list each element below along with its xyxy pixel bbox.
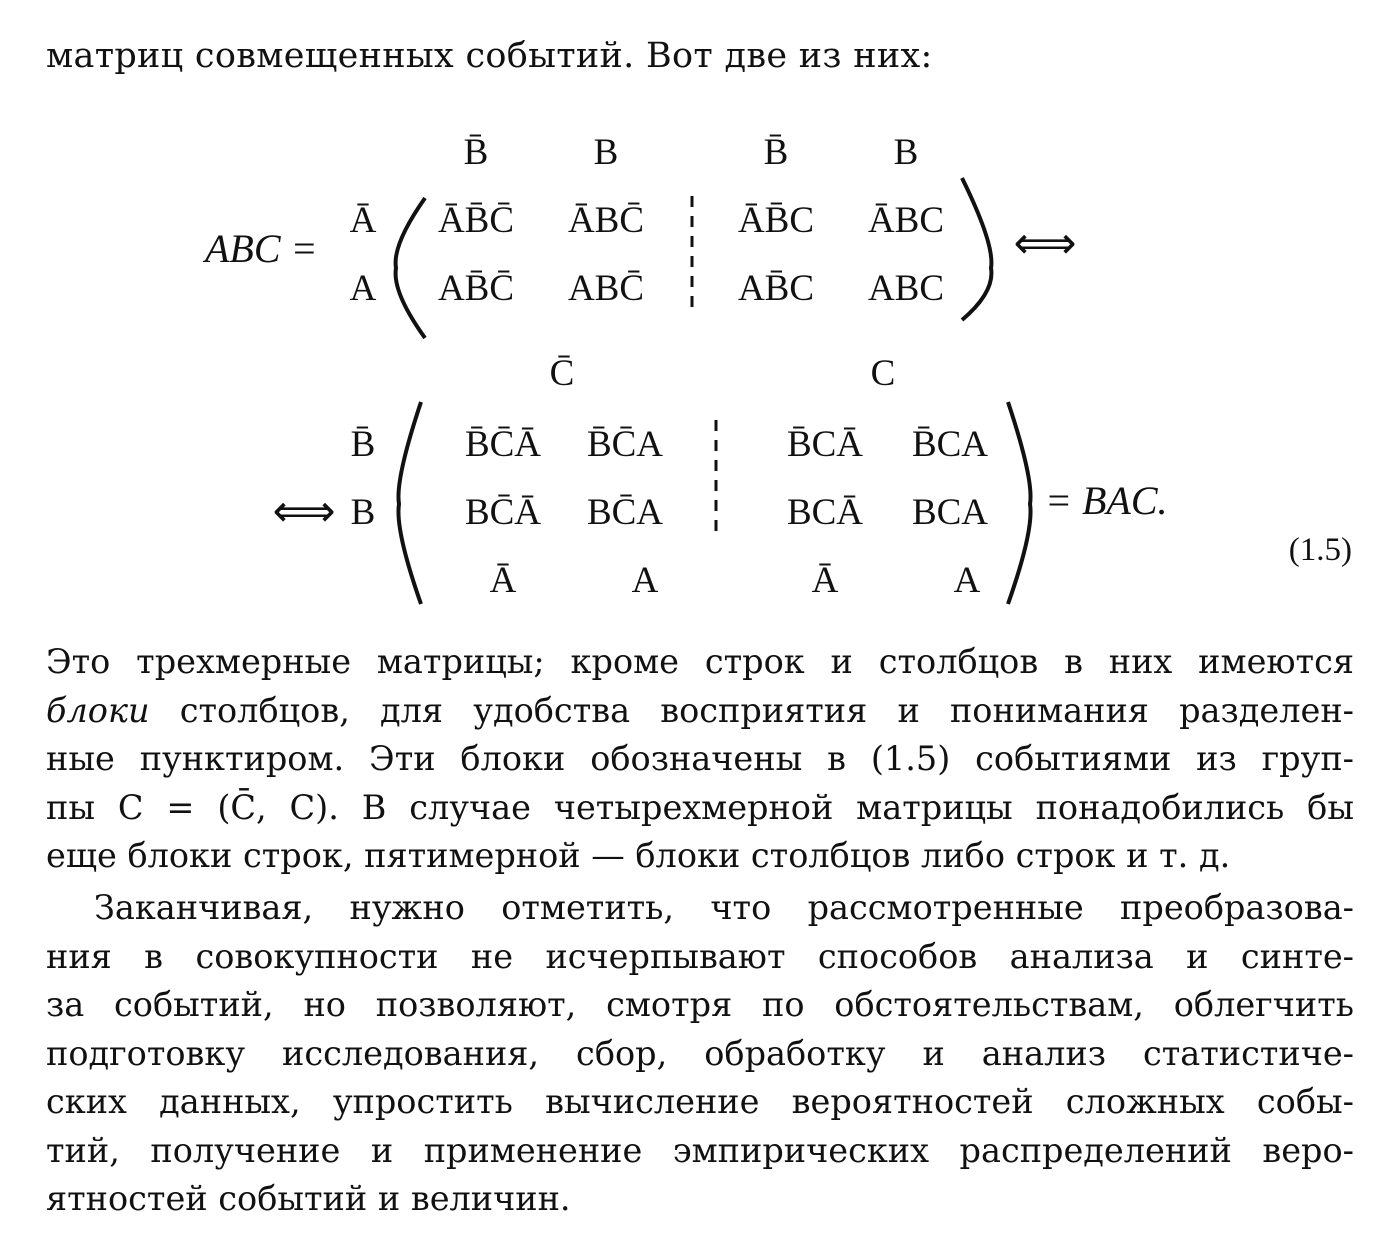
paragraph-line: за событий, но позволяют, смотря по обстоятельствам, облегчить (46, 985, 1354, 1024)
paragraph-line: Это трехмерные матрицы; кроме строк и столбцов в них имеются (46, 642, 1354, 681)
m1-right-paren (962, 178, 991, 320)
paragraph-line: пы C = (C̄, C). В случае четырехмерной матрицы понадобились бы (46, 787, 1354, 827)
m1-left-paren (396, 198, 425, 338)
m1-cell: ĀB̄C̄ (437, 200, 515, 241)
m2-cell: BCĀ (786, 492, 864, 533)
paragraph-line: блоки столбцов, для удобства восприятия и понимания разделен- (46, 690, 1354, 730)
paragraph-line: ских данных, упростить вычисление вероятностей сложных собы- (46, 1082, 1354, 1121)
m1-col-header: B (593, 132, 619, 173)
m1-col-header: B̄ (463, 132, 489, 173)
m1-col-header: B (893, 132, 919, 173)
m2-cell: BCA (911, 492, 989, 533)
m1-cell: ABC (867, 268, 945, 309)
matrix-bac (272, 353, 1352, 604)
emphasized-word: блоки (46, 690, 150, 730)
paragraph-1 (46, 638, 1354, 881)
m1-cell: AB̄C (737, 268, 815, 309)
paragraph-line: ные пунктиром. Эти блоки обозначены в (1.5) событиями из груп- (46, 739, 1354, 778)
paragraph-line: подготовку исследования, сбор, обработку и анализ статистиче- (46, 1033, 1354, 1073)
m2-bottom-label: A (953, 560, 981, 601)
lhs-abc: ABC = (205, 226, 318, 271)
paragraph-2 (46, 884, 1354, 1224)
m2-left-paren (398, 402, 421, 604)
m1-cell: AB̄C̄ (437, 268, 515, 309)
m1-row-label: Ā (349, 200, 377, 241)
m2-bottom-label: A (631, 560, 659, 601)
m1-col-header: B̄ (763, 132, 789, 173)
rhs-bac: = BAC. (1045, 478, 1168, 523)
paragraph-line: ятностей событий и величин. (46, 1179, 571, 1218)
m2-row-label: B (350, 492, 376, 533)
m2-block-header: C̄ (549, 353, 575, 394)
m2-row-label: B̄ (350, 424, 376, 465)
equiv-arrow: ⟺ (272, 487, 336, 536)
m2-cell: B̄C̄A (586, 424, 664, 465)
paragraph-line: еще блоки строк, пятимерной — блоки столбцов либо строк и т. д. (46, 836, 1231, 875)
m1-cell: ĀB̄C (737, 200, 815, 241)
m2-block-header: C (870, 353, 896, 394)
m2-cell: B̄CĀ (786, 424, 864, 465)
equation-number: (1.5) (1288, 532, 1352, 568)
m2-bottom-label: Ā (489, 560, 517, 601)
m2-cell: BC̄A (586, 492, 664, 533)
m2-bottom-label: Ā (811, 560, 839, 601)
equation-1-5 (0, 100, 1379, 620)
m1-cell: ĀBC (867, 200, 945, 241)
m2-cell: B̄C̄Ā (464, 424, 542, 465)
paragraph-line: ния в совокупности не исчерпывают способов анализа и синте- (46, 936, 1354, 976)
paragraph-line: Заканчивая, нужно отметить, что рассмотренные преобразова- (94, 888, 1354, 927)
matrix-abc (202, 132, 1077, 338)
equiv-arrow: ⟺ (1013, 219, 1077, 268)
m2-cell: B̄CA (911, 424, 989, 465)
m1-row-label: A (349, 268, 377, 309)
m2-cell: BC̄Ā (464, 492, 542, 533)
intro-line: матриц совмещенных событий. Вот две из них: (46, 36, 933, 76)
m1-cell: ABC̄ (567, 268, 645, 309)
m1-cell: ĀBC̄ (567, 200, 645, 241)
m2-right-paren (1008, 402, 1031, 604)
paragraph-line: тий, получение и применение эмпирических распределений веро- (46, 1130, 1354, 1170)
